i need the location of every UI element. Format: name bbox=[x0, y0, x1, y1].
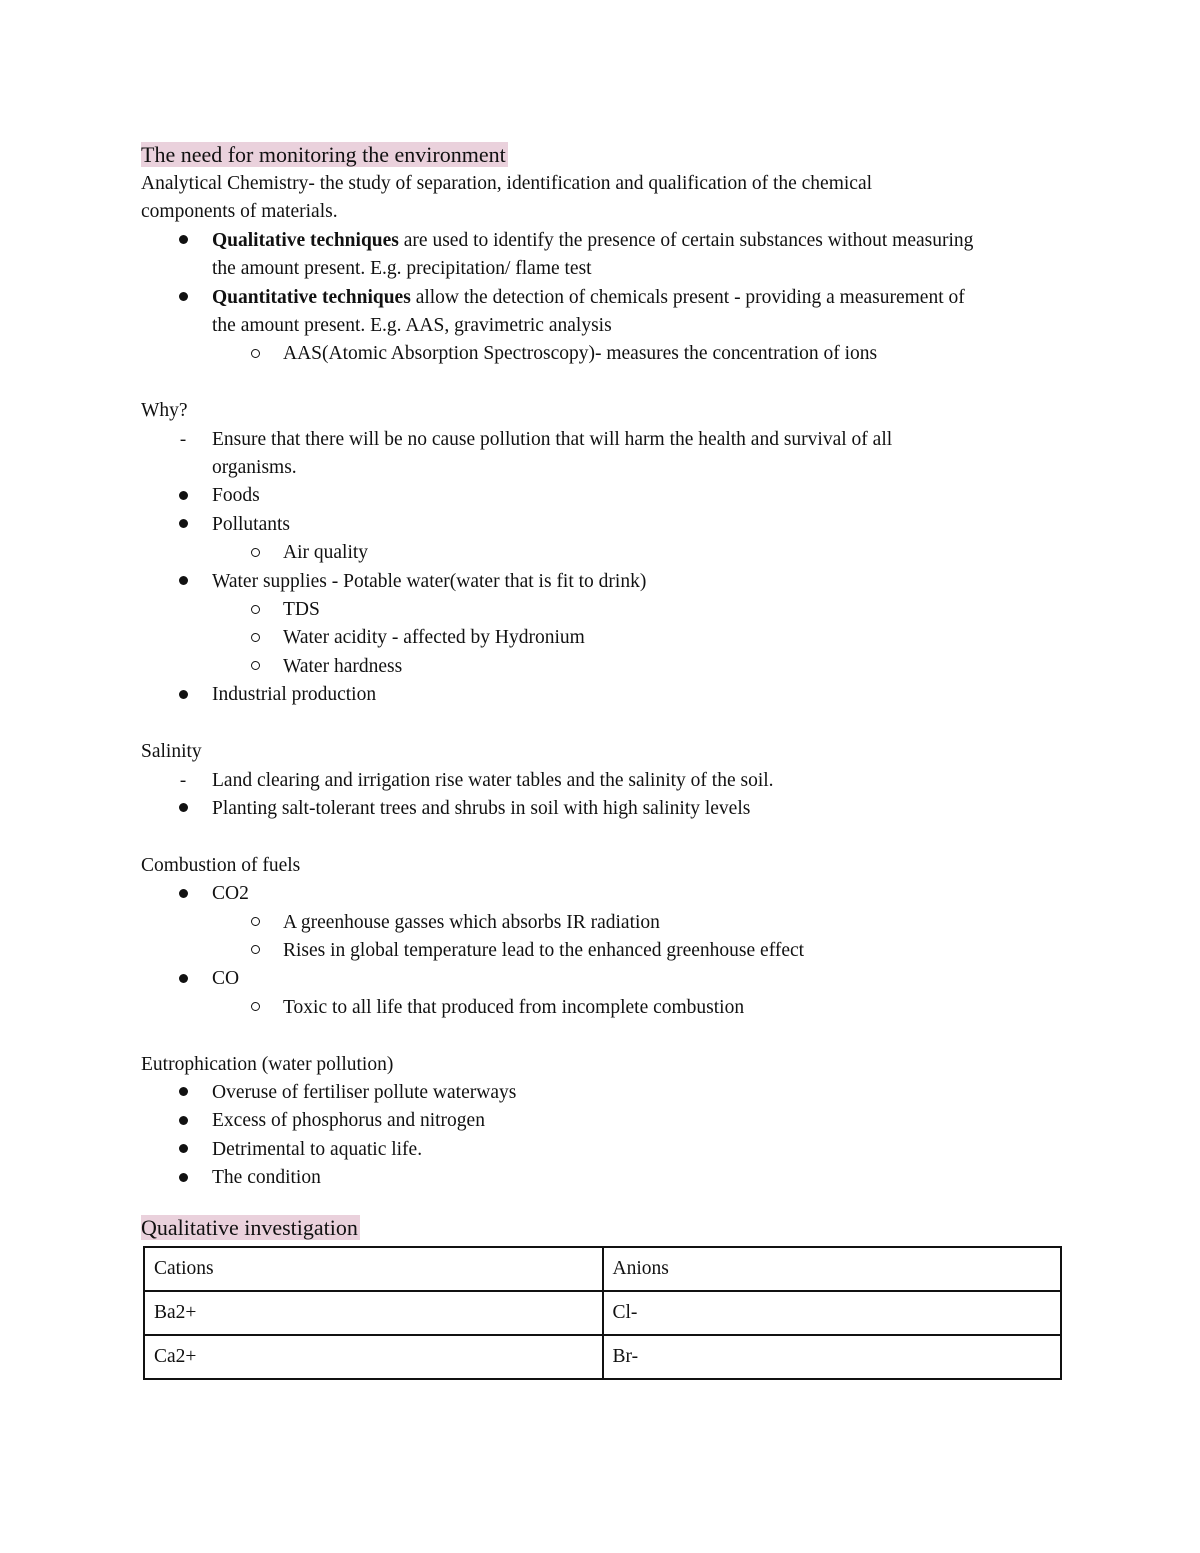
salinity-title: Salinity bbox=[141, 741, 202, 763]
table-cell: Ba2+ bbox=[144, 1291, 603, 1335]
blank-line bbox=[141, 710, 1061, 738]
bullet-disc-icon bbox=[173, 568, 193, 596]
bullet-industrial: Industrial production bbox=[141, 681, 1061, 709]
list-item: Excess of phosphorus and nitrogen bbox=[141, 1107, 1061, 1135]
bullet-circle-icon bbox=[245, 340, 265, 368]
table-header-cell: Cations bbox=[144, 1247, 603, 1291]
bullet-disc-icon bbox=[173, 795, 193, 823]
bullet-disc-icon bbox=[173, 880, 193, 908]
dash-marker-icon: - bbox=[179, 769, 187, 791]
table-row bbox=[144, 1335, 1061, 1379]
bullet-circle-icon bbox=[245, 937, 265, 965]
bullet-disc-icon bbox=[173, 965, 193, 993]
table-header-row bbox=[144, 1247, 1061, 1291]
bullet-text: allow the detection of chemicals present - providing a measurement of bbox=[410, 286, 965, 308]
bullet-disc-icon bbox=[173, 227, 193, 255]
intro-text-line: components of materials. bbox=[141, 201, 338, 223]
bullet-foods: Foods bbox=[141, 482, 1061, 510]
bullet-continuation: the amount present. E.g. precipitation/ flame test bbox=[212, 258, 592, 280]
combustion-title: Combustion of fuels bbox=[141, 854, 301, 876]
dash-continuation: organisms. bbox=[212, 457, 297, 479]
bullet-planting: Planting salt-tolerant trees and shrubs in soil with high salinity levels bbox=[141, 795, 1061, 823]
bullet-disc-icon bbox=[173, 1079, 193, 1107]
sub-bullet-greenhouse: A greenhouse gasses which absorbs IR radiation bbox=[141, 909, 1061, 937]
why-title: Why? bbox=[141, 400, 188, 422]
blank-line bbox=[141, 369, 1061, 397]
bullet-disc-icon bbox=[173, 1164, 193, 1192]
bullet-co: CO bbox=[141, 965, 1061, 993]
sub-bullet-hardness: Water hardness bbox=[141, 653, 1061, 681]
sub-bullet-toxic: Toxic to all life that produced from incomplete combustion bbox=[141, 994, 1061, 1022]
bullet-pollutants: Pollutants bbox=[141, 511, 1061, 539]
dash-item-land-clearing: - Land clearing and irrigation rise water tables and the salinity of the soil. bbox=[141, 767, 1061, 795]
dash-item-ensure: - Ensure that there will be no cause pollution that will harm the health and survival of all bbox=[141, 426, 1061, 454]
bullet-circle-icon bbox=[245, 624, 265, 652]
bullet-co2: CO2 bbox=[141, 880, 1061, 908]
bullet-text: are used to identify the presence of certain substances without measuring bbox=[398, 229, 974, 251]
bullet-circle-icon bbox=[245, 653, 265, 681]
bullet-circle-icon bbox=[245, 909, 265, 937]
blank-line bbox=[141, 1022, 1061, 1050]
blank-line bbox=[141, 823, 1061, 851]
bullet-circle-icon bbox=[245, 994, 265, 1022]
sub-bullet-air-quality: Air quality bbox=[141, 539, 1061, 567]
blank-line bbox=[141, 1193, 1061, 1213]
bullet-water-supplies: Water supplies - Potable water(water that is fit to drink) bbox=[141, 568, 1061, 596]
section-heading-monitoring: The need for monitoring the environment bbox=[141, 142, 506, 167]
bullet-disc-icon bbox=[173, 482, 193, 510]
term-qualitative: Qualitative techniques bbox=[212, 229, 399, 251]
bullet-quantitative bbox=[141, 284, 1061, 312]
sub-bullet-acidity: Water acidity - affected by Hydronium bbox=[141, 624, 1061, 652]
list-item: The condition bbox=[141, 1164, 1061, 1192]
list-item: Detrimental to aquatic life. bbox=[141, 1136, 1061, 1164]
list-item: Overuse of fertiliser pollute waterways bbox=[141, 1079, 1061, 1107]
table-cell: Br- bbox=[603, 1335, 1062, 1379]
bullet-circle-icon bbox=[245, 596, 265, 624]
term-quantitative: Quantitative techniques bbox=[212, 286, 411, 308]
bullet-disc-icon bbox=[173, 1107, 193, 1135]
bullet-disc-icon bbox=[173, 284, 193, 312]
sub-bullet-aas: AAS(Atomic Absorption Spectroscopy)- measures the concentration of ions bbox=[141, 340, 1061, 368]
document-page bbox=[141, 140, 1061, 1380]
table-cell: Ca2+ bbox=[144, 1335, 603, 1379]
bullet-disc-icon bbox=[173, 681, 193, 709]
bullet-circle-icon bbox=[245, 539, 265, 567]
section-heading-qualitative: Qualitative investigation bbox=[141, 1214, 358, 1240]
eutrophication-title: Eutrophication (water pollution) bbox=[141, 1053, 394, 1075]
table-header-cell: Anions bbox=[603, 1247, 1062, 1291]
intro-text-line: Analytical Chemistry- the study of separation, identification and qualification of the chemical bbox=[141, 173, 873, 194]
ions-table bbox=[143, 1246, 1062, 1380]
bullet-disc-icon bbox=[173, 511, 193, 539]
bullet-qualitative bbox=[141, 227, 1061, 255]
bullet-continuation: the amount present. E.g. AAS, gravimetric analysis bbox=[212, 315, 612, 337]
table-row bbox=[144, 1291, 1061, 1335]
sub-bullet-temperature: Rises in global temperature lead to the enhanced greenhouse effect bbox=[141, 937, 1061, 965]
sub-bullet-tds: TDS bbox=[141, 596, 1061, 624]
dash-marker-icon: - bbox=[179, 428, 187, 450]
bullet-disc-icon bbox=[173, 1136, 193, 1164]
table-cell: Cl- bbox=[603, 1291, 1062, 1335]
